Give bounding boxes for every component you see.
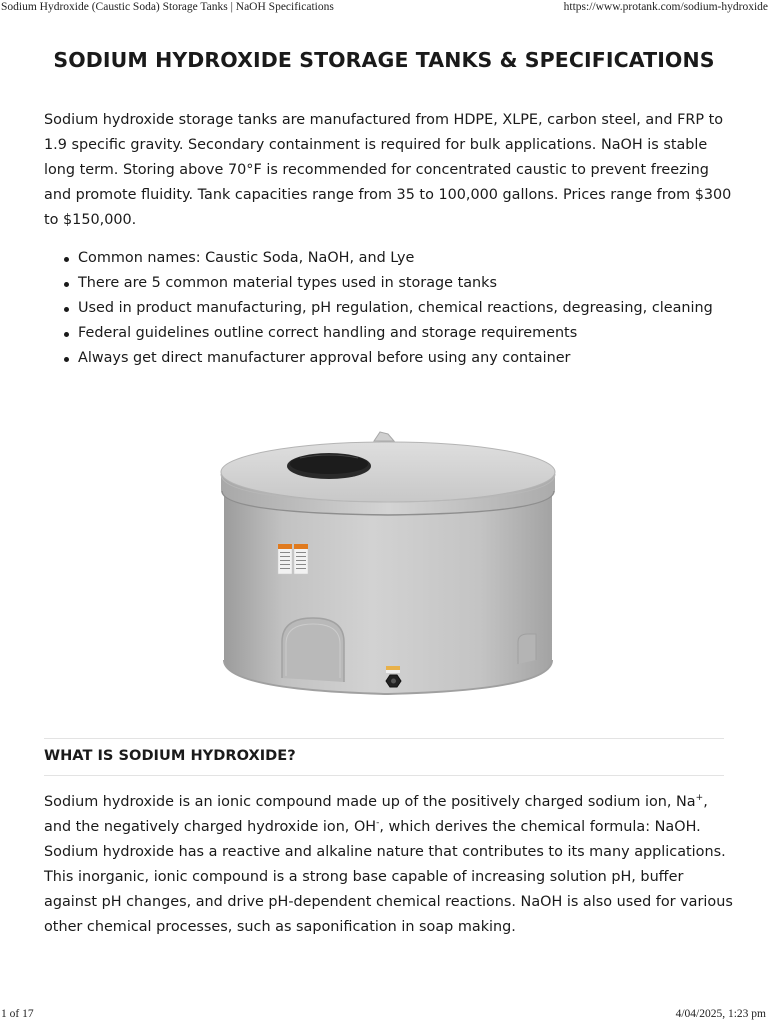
section-paragraph xyxy=(44,790,734,940)
list-item: Always get direct manufacturer approval before using any container xyxy=(44,346,734,371)
print-footer xyxy=(0,1006,768,1024)
superscript-minus: - xyxy=(376,818,380,829)
print-header-title: Sodium Hydroxide (Caustic Soda) Storage Tanks | NaOH Specifications xyxy=(1,1,334,13)
list-item: Used in product manufacturing, pH regulation, chemical reactions, degreasing, cleaning xyxy=(44,296,734,321)
page-title: SODIUM HYDROXIDE STORAGE TANKS & SPECIFICATIONS xyxy=(53,48,715,72)
list-item: There are 5 common material types used in storage tanks xyxy=(44,271,734,296)
section-heading: WHAT IS SODIUM HYDROXIDE? xyxy=(44,747,296,764)
storage-tank-image xyxy=(218,428,558,714)
paragraph-text: , which derives the chemical formula: NaOH. Sodium hydroxide has a reactive and alkaline nature that contributes to its many applications. This inorganic, ionic compound is a strong base capable of increasing solution pH, buffer against pH changes, and drive pH-dependent chemical reactions. NaOH is also used for various other chemical processes, such as saponification in soap making. xyxy=(44,819,733,935)
section-divider xyxy=(44,775,724,776)
print-header-url: https://www.protank.com/sodium-hydroxide xyxy=(563,1,768,13)
list-item: Federal guidelines outline correct handling and storage requirements xyxy=(44,321,734,346)
intro-paragraph: Sodium hydroxide storage tanks are manufactured from HDPE, XLPE, carbon steel, and FRP to 1.9 specific gravity. Secondary containment is required for bulk applications. NaOH is stable long term. Storing above 70°F is recommended for concentrated caustic to prevent freezing and promote fluidity. Tank capacities range from 35 to 100,000 gallons. Prices range from $300 to $150,000. xyxy=(44,112,732,228)
section-divider xyxy=(44,738,724,739)
list-item: Common names: Caustic Soda, NaOH, and Lye xyxy=(44,246,734,271)
paragraph-text: Sodium hydroxide is an ionic compound made up of the positively charged sodium ion, Na xyxy=(44,794,696,810)
print-header xyxy=(0,0,768,16)
fact-list xyxy=(44,246,734,371)
print-date: 4/04/2025, 1:23 pm xyxy=(675,1008,766,1020)
page-number: 1 of 17 xyxy=(1,1008,34,1020)
superscript-plus: + xyxy=(695,793,704,804)
paragraph-text: , and the negatively charged hydroxide ion, OH xyxy=(44,794,708,835)
